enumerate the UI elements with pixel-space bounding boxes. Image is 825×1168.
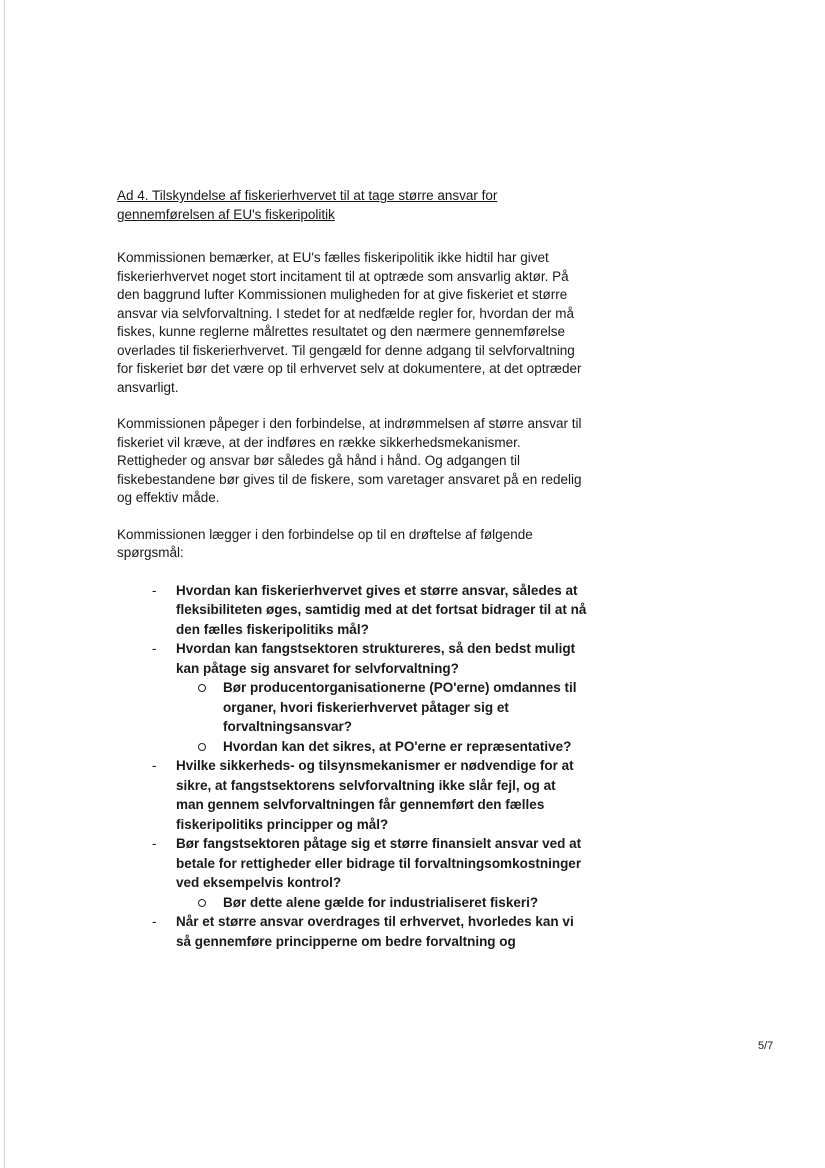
- dash-bullet: -: [152, 641, 157, 656]
- question-item: [117, 912, 587, 951]
- question-text: Hvilke sikkerheds- og tilsynsmekanismer er nødvendige for at sikre, at fangstsektorens selvforvaltning ikke slår fejl, og at man gennem selvforvaltningen får gennemført den fælles fiskeripolitiks principper og mål?: [176, 758, 574, 832]
- circle-bullet-icon: [198, 899, 206, 907]
- question-text: Bør fangstsektoren påtage sig et større finansielt ansvar ved at betale for rettigheder eller bidrage til forvaltningsomkostninger ved eksempelvis kontrol?: [176, 836, 582, 890]
- sub-question-text: Bør dette alene gælde for industrialiseret fiskeri?: [223, 894, 539, 910]
- sub-question-list: [176, 893, 587, 913]
- section-heading: Ad 4. Tilskyndelse af fiskerierhvervet til at tage større ansvar for gennemførelsen af EU's fiskeripolitik: [117, 188, 498, 222]
- document-body: [117, 186, 587, 951]
- dash-bullet: -: [152, 582, 157, 598]
- question-item: [117, 834, 587, 912]
- sub-question-item: [176, 893, 587, 913]
- circle-bullet-icon: [198, 684, 206, 692]
- paragraph: Kommissionen påpeger i den forbindelse, at indrømmelsen af større ansvar til fiskeriet vil kræve, at der indføres en række sikkerhedsmekanismer. Rettigheder og ansvar bør således gå hånd i hånd. Og adgangen til fiskebestandene bør gives til de fiskere, som varetager ansvaret på en redelig og effektiv måde.: [117, 416, 582, 505]
- dash-bullet: -: [152, 758, 157, 773]
- sub-question-list: [176, 678, 587, 756]
- circle-bullet-icon: [198, 743, 206, 751]
- sub-question-text: Bør producentorganisationerne (PO'erne) omdannes til organer, hvori fiskerierhvervet påtager sig et forvaltningsansvar?: [223, 680, 577, 734]
- sub-question-text: Hvordan kan det sikres, at PO'erne er repræsentative?: [223, 738, 572, 754]
- question-text: Hvordan kan fiskerierhvervet gives et større ansvar, således at fleksibiliteten øges, samtidig med at det fortsat bidrager til at nå den fælles fiskeripolitiks mål?: [176, 582, 587, 637]
- sub-question-item: [176, 737, 587, 757]
- dash-bullet: -: [152, 914, 157, 929]
- page-edge-line: [4, 0, 5, 1168]
- dash-bullet: -: [152, 836, 157, 851]
- question-item: [117, 639, 587, 756]
- question-text: Når et større ansvar overdrages til erhvervet, hvorledes kan vi så gennemføre principperne om bedre forvaltning og: [176, 914, 574, 949]
- paragraph: Kommissionen lægger i den forbindelse op til en drøftelse af følgende spørgsmål:: [117, 526, 533, 560]
- paragraph: Kommissionen bemærker, at EU's fælles fiskeripolitik ikke hidtil har givet fiskerierhvervet noget stort incitament til at optræde som ansvarlig aktør. På den baggrund lufter Kommissionen muligheden for at give fiskeriet et større ansvar via selvforvaltning. I stedet for at nedfælde regler for, hvordan der må fiskes, kunne reglerne målrettes resultatet og den nærmere gennemførelse overlades til fiskerierhvervet. Til gengæld for denne adgang til selvforvaltning for fiskeriet bør det være op til erhvervet selv at dokumentere, at det optræder ansvarligt.: [117, 250, 582, 395]
- sub-question-item: [176, 678, 587, 737]
- question-item: [117, 756, 587, 834]
- question-list: [117, 581, 587, 952]
- page-number: 5/7: [758, 1040, 774, 1052]
- question-item: [117, 581, 587, 640]
- question-text: Hvordan kan fangstsektoren struktureres, så den bedst muligt kan påtage sig ansvaret for selvforvaltning?: [176, 641, 576, 676]
